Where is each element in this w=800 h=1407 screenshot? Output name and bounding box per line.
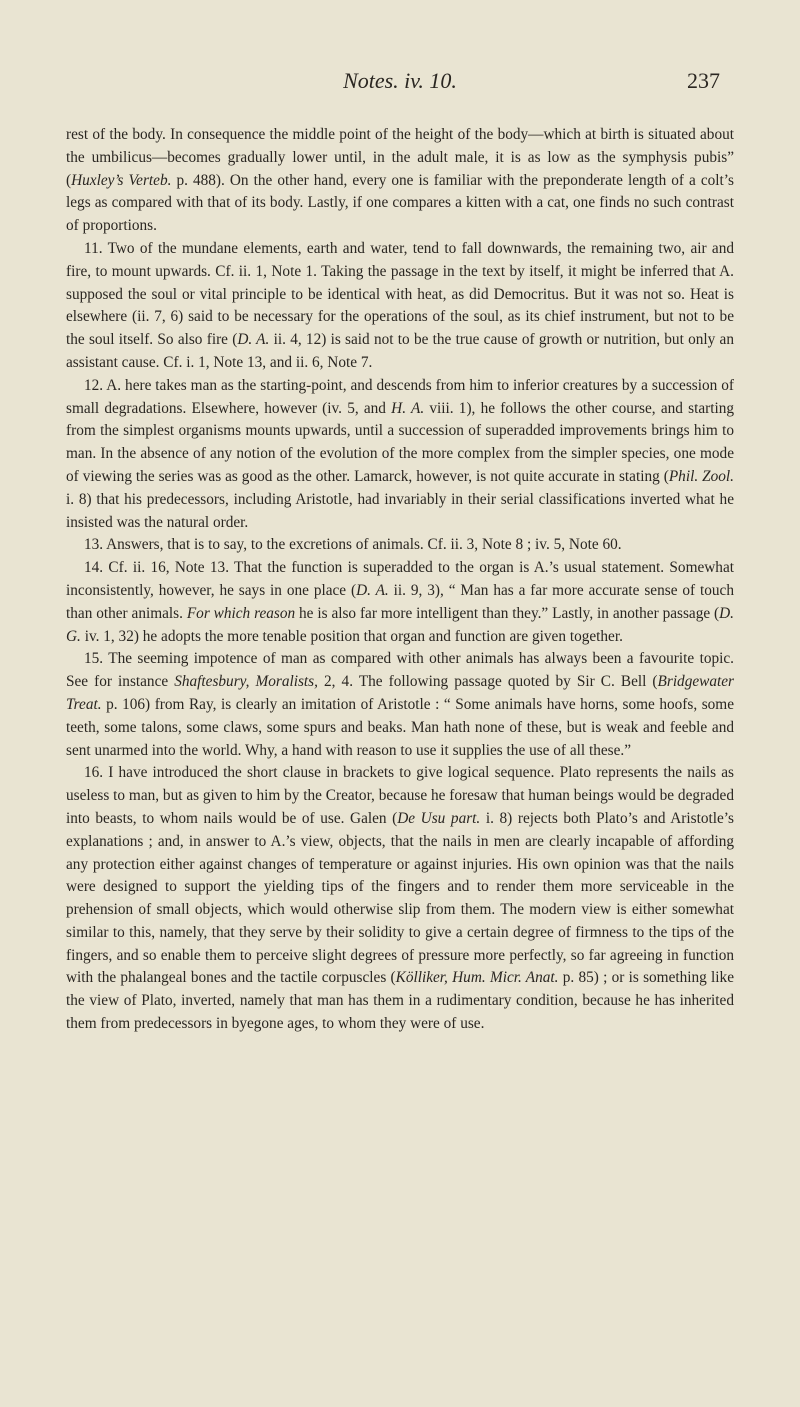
italic-reference: De Usu part. [397, 809, 481, 827]
text-run: p. 85) ; or is something like the view of Plato, inverted, namely that man has them in a rudimentary condition, because he has inherited them from predecessors in byegone ages, to whom they were of use. [66, 969, 734, 1033]
text-run: 15. The seeming impotence of man as compared with other animals has always been a favourite topic. See for instance [66, 650, 734, 691]
italic-reference: Huxley’s Verteb. [71, 171, 172, 189]
italic-reference: D. G. [66, 604, 734, 645]
italic-reference: D. A. [237, 331, 270, 349]
page-header [0, 68, 800, 108]
italic-reference: Kölliker, Hum. Micr. Anat. [395, 969, 559, 987]
text-run: 2, 4. The following passage quoted by Sir C. Bell ( [317, 673, 658, 691]
italic-reference: Bridgewater Treat. [66, 673, 734, 713]
text-run: ii. 4, 12) is said not to be the true cause of growth or nutrition, but only an assistant cause. Cf. i. 1, Note 13, and ii. 6, Note 7. [66, 331, 734, 371]
text-run: 16. I have introduced the short clause in brackets to give logical sequence. Plato represents the nails as useless to man, but as given to him by the Creator, because he foresaw that human beings would be degraded into beasts, to whom nails would be of use. Galen ( [66, 764, 734, 827]
note-12 [66, 375, 734, 535]
note-14 [66, 557, 734, 648]
text-run: iv. 1, 32) he adopts the more tenable position that organ and function are given together. [80, 627, 623, 645]
text-run: rest of the body. In consequence the middle point of the height of the body—which at birth is situated about the umbilicus—becomes gradually lower until, in the adult male, it is as low as the symphysis pubis” ( [66, 126, 734, 189]
text-run: 14. Cf. ii. 16, Note 13. That the function is superadded to the organ is A.’s usual statement. Somewhat inconsistently, however, he says in one place ( [66, 559, 734, 599]
notes-body [66, 124, 734, 1036]
text-run: p. 106) from Ray, is clearly an imitation of Aristotle : “ Some animals have horns, some hoofs, some teeth, some talons, some claws, some spurs and beaks. Man hath none of these, but is weak and feeble and sent unarmed into the world. Why, a hand with reason to use it supplies the use of all these.” [66, 695, 734, 759]
text-run: ii. 9, 3), “ Man has a far more accurate sense of touch than other animals. [66, 581, 734, 622]
note-13 [66, 534, 734, 557]
running-title: Notes. iv. 10. [343, 68, 457, 93]
page-number: 237 [687, 68, 720, 93]
text-run: 12. A. here takes man as the starting-point, and descends from him to inferior creatures by a succession of small degradations. Elsewhere, however (iv. 5, and [66, 376, 734, 417]
text-run: p. 488). On the other hand, every one is familiar with the preponderate length of a colt’s legs as compared with that of its body. Lastly, if one compares a kitten with a cat, one finds no such contrast of proportions. [66, 171, 734, 235]
note-16 [66, 762, 734, 1036]
italic-reference: H. A. [391, 399, 425, 417]
paragraph-continuation [66, 124, 734, 238]
note-11 [66, 238, 734, 375]
italic-reference: D. A. [356, 581, 389, 599]
note-15 [66, 648, 734, 762]
italic-reference: Shaftesbury, Moralists, [174, 673, 318, 691]
italic-reference: For which reason [186, 604, 296, 622]
text-run: 13. Answers, that is to say, to the excretions of animals. Cf. ii. 3, Note 8 ; iv. 5, Note 60. [84, 536, 622, 554]
text-run: i. 8) rejects both Plato’s and Aristotle’s explanations ; and, in answer to A.’s view, objects, that the nails in men are clearly incapable of affording any protection either against changes of temperature or against injuries. His own opinion was that the nails were designed to support the yielding tips of the fingers and to render them more serviceable in the prehension of small objects, which would otherwise slip from them. The modern view is either somewhat similar to this, namely, that they serve by their solidity to give a certain degree of firmness to the tips of the fingers, and so enable them to perceive slight degrees of pressure more perfectly, so far agreeing in function with the phalangeal bones and the tactile corpuscles ( [66, 809, 734, 987]
italic-reference: Phil. Zool. [668, 467, 734, 485]
text-run: i. 8) that his predecessors, including Aristotle, had invariably in their serial classifications inverted what he insisted was the natural order. [66, 490, 734, 531]
text-run: 11. Two of the mundane elements, earth and water, tend to fall downwards, the remaining two, air and fire, to mount upwards. Cf. ii. 1, Note 1. Taking the passage in the text by itself, it might be inferred that A. supposed the soul or vital principle to be identical with heat, as did Democritus. But it was not so. Heat is elsewhere (ii. 7, 6) said to be necessary for the operations of the soul, as its chief instrument, but not to be the soul itself. So also fire ( [66, 239, 734, 349]
text-run: viii. 1), he follows the other course, and starting from the simplest organisms mounts upwards, until a succession of superadded improvements brings him to man. In the absence of any notion of the evolution of the more complex from the simpler species, one mode of viewing the series was as good as the other. Lamarck, however, is not quite accurate in stating ( [66, 399, 735, 485]
text-run: he is also far more intelligent than they.” Lastly, in another passage ( [295, 604, 720, 622]
